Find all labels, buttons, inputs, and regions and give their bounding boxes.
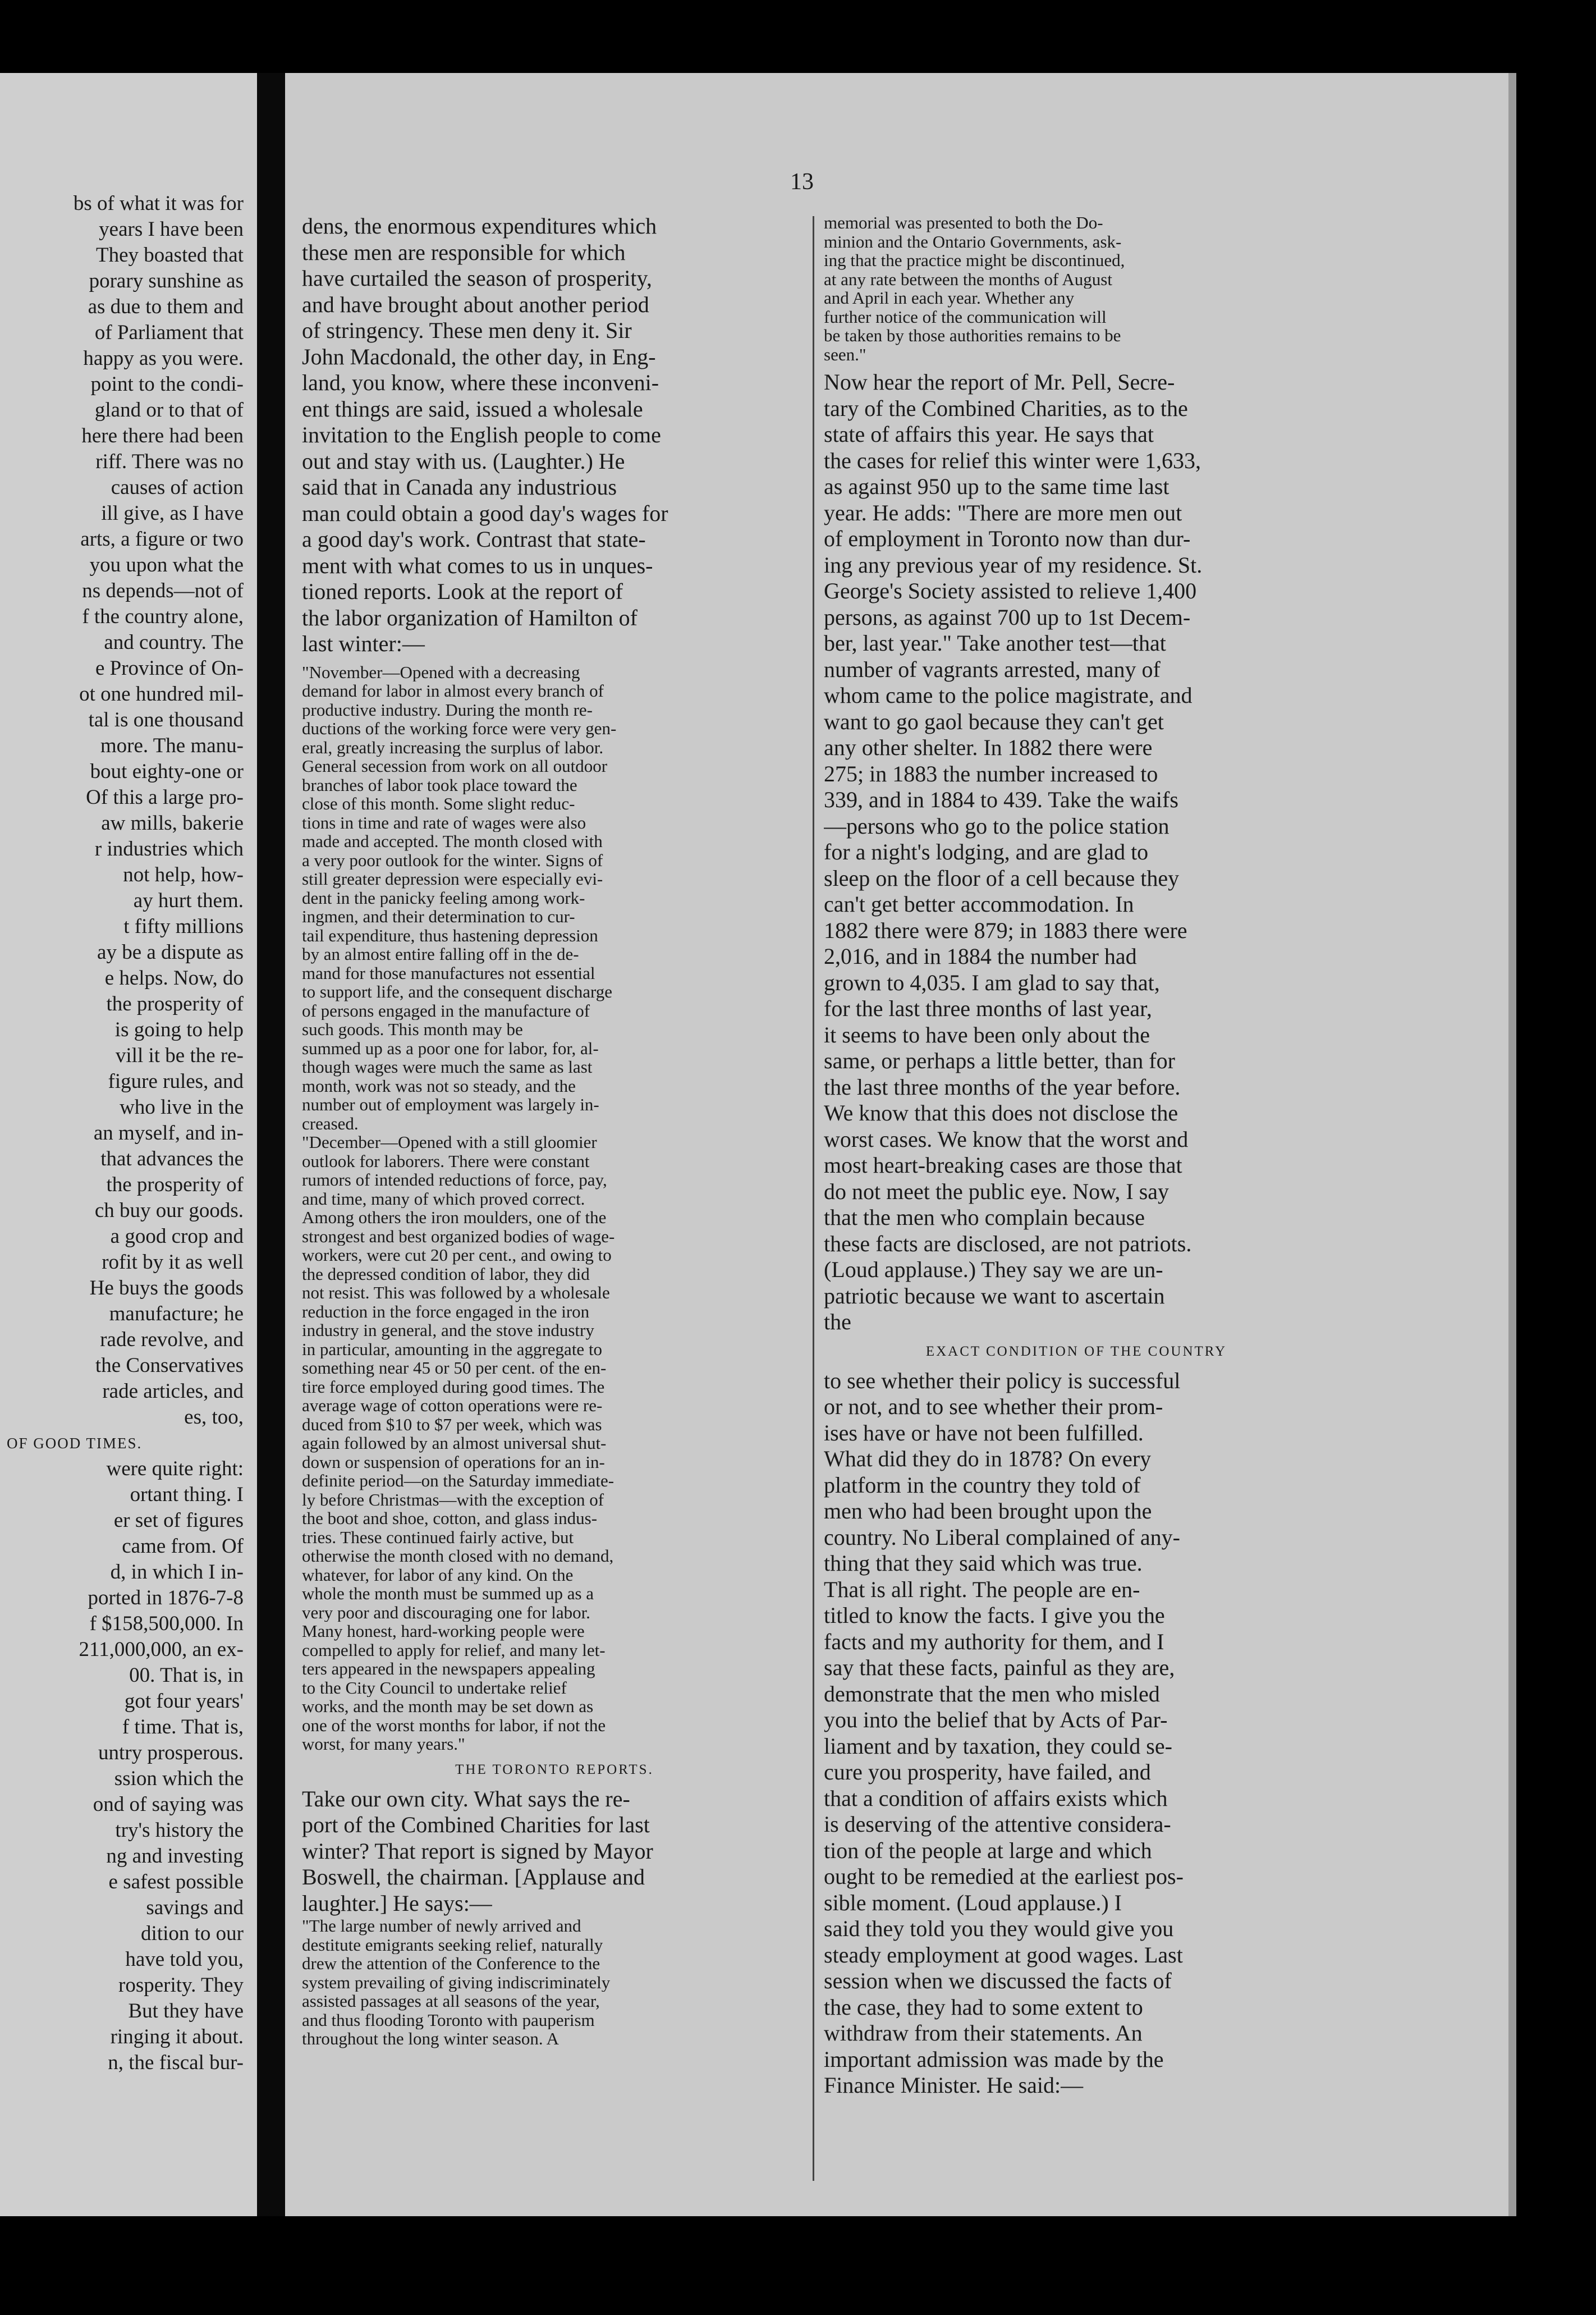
text-line: and have brought about another period	[302, 291, 649, 317]
text-line: George's Society assisted to relieve 1,400	[824, 578, 1197, 603]
text-line: "The large number of newly arrived and	[302, 1916, 581, 1936]
text-line: ment with what comes to us in unques-	[302, 552, 653, 578]
fragment-line: arts, a figure or two	[80, 528, 244, 551]
page-edge	[1508, 73, 1516, 2216]
text-line: or not, and to see whether their prom-	[824, 1394, 1163, 1419]
text-line: summed up as a poor one for labor, for, al-	[302, 1038, 599, 1058]
text-line: that a condition of affairs exists which	[824, 1785, 1168, 1811]
text-line: destitute emigrants seeking relief, naturally	[302, 1935, 603, 1954]
text-line: same, or perhaps a little better, than for	[824, 1048, 1175, 1073]
fragment-line: have told you,	[125, 1948, 244, 1971]
fragment-line: OF GOOD TIMES.	[7, 1435, 143, 1452]
fragment-line: causes of action	[111, 476, 244, 499]
text-line: workers, were cut 20 per cent., and owing to	[302, 1246, 612, 1265]
text-line: the case, they had to some extent to	[824, 1994, 1143, 2020]
text-line: General secession from work on all outdoor	[302, 757, 608, 776]
fragment-line: 211,000,000, an ex-	[79, 1638, 244, 1661]
text-line: ought to be remedied at the earliest pos-	[824, 1864, 1184, 1889]
fragment-line: ported in 1876-7-8	[88, 1586, 244, 1609]
text-line: grown to 4,035. I am glad to say that,	[824, 969, 1160, 995]
text-line: seen."	[824, 345, 866, 364]
text-line: most heart-breaking cases are those that	[824, 1152, 1182, 1178]
col1-body-2	[302, 1786, 807, 1917]
text-line: facts and my authority for them, and I	[824, 1628, 1164, 1654]
text-line: Now hear the report of Mr. Pell, Secre-	[824, 369, 1175, 395]
text-line: the	[824, 1309, 851, 1334]
text-line: last winter:—	[302, 631, 425, 656]
text-line: such goods. This month may be	[302, 1020, 523, 1039]
col1-labor-quote	[302, 663, 807, 1754]
text-line: important admission was made by the	[824, 2046, 1164, 2072]
fragment-line: untry prosperous.	[98, 1741, 244, 1764]
fragment-line: and country. The	[104, 631, 244, 654]
text-line: average wage of cotton operations were re-	[302, 1396, 603, 1415]
text-line: the depressed condition of labor, they did	[302, 1264, 590, 1283]
text-line: one of the worst months for labor, if not the	[302, 1715, 606, 1735]
text-line: month, work was not so steady, and the	[302, 1076, 576, 1095]
text-line: very poor and discouraging one for labor.	[302, 1603, 590, 1622]
adjacent-page-fragment	[0, 73, 257, 2216]
text-line: withdraw from their statements. An	[824, 2020, 1143, 2046]
fragment-line: t fifty millions	[123, 915, 244, 938]
fragment-line: as due to them and	[88, 295, 244, 318]
fragment-line: Of this a large pro-	[86, 786, 244, 809]
text-line: any other shelter. In 1882 there were	[824, 735, 1153, 760]
text-line: sible moment. (Loud applause.) I	[824, 1889, 1122, 1915]
text-line: man could obtain a good day's wages for	[302, 500, 668, 526]
text-line: to support life, and the consequent discharge	[302, 982, 612, 1001]
fragment-line: tal is one thousand	[88, 708, 244, 731]
text-line: number of vagrants arrested, many of	[824, 656, 1161, 682]
text-line: state of affairs this year. He says that	[824, 422, 1154, 447]
text-line: for the last three months of last year,	[824, 996, 1152, 1021]
text-line: cure you prosperity, have failed, and	[824, 1759, 1151, 1785]
text-line: it seems to have been only about the	[824, 1022, 1150, 1047]
text-line: We know that this does not disclose the	[824, 1100, 1178, 1126]
fragment-line: rade articles, and	[102, 1380, 244, 1403]
fragment-line: porary sunshine as	[89, 269, 244, 292]
text-line: invitation to the English people to come	[302, 422, 661, 447]
text-line: dent in the panicky feeling among work-	[302, 888, 585, 907]
text-line: by an almost entire falling off in the de-	[302, 945, 579, 964]
text-line: tions in time and rate of wages were also	[302, 813, 586, 832]
text-line: ductions of the working force were very gen-	[302, 719, 617, 738]
newspaper-page	[285, 73, 1508, 2216]
fragment-line: ot one hundred mil-	[79, 683, 244, 706]
col1-heading: THE TORONTO REPORTS.	[455, 1762, 654, 1777]
text-line: tioned reports. Look at the report of	[302, 579, 623, 604]
text-line: ises have or have not been fulfilled.	[824, 1420, 1144, 1445]
fragment-line: d, in which I in-	[110, 1561, 244, 1584]
text-line: the labor organization of Hamilton of	[302, 605, 638, 630]
fragment-line: rofit by it as well	[102, 1251, 244, 1274]
page-gutter	[257, 73, 285, 2216]
fragment-line: figure rules, and	[108, 1070, 244, 1093]
text-line: 1882 there were 879; in 1883 there were	[824, 917, 1187, 943]
fragment-line: But they have	[128, 2000, 244, 2023]
text-line: these facts are disclosed, are not patriots.	[824, 1230, 1192, 1256]
text-line: tion of the people at large and which	[824, 1837, 1152, 1863]
text-line: What did they do in 1878? On every	[824, 1446, 1152, 1471]
fragment-line: r industries which	[94, 838, 244, 861]
text-line: Take our own city. What says the re-	[302, 1786, 630, 1811]
text-line: "December—Opened with a still gloomier	[302, 1133, 597, 1152]
text-line: of stringency. These men deny it. Sir	[302, 318, 632, 343]
text-line: compelled to apply for relief, and many let-	[302, 1640, 606, 1659]
text-line: Boswell, the chairman. [Applause and	[302, 1864, 645, 1889]
text-line: be taken by those authorities remains to be	[824, 326, 1121, 345]
fragment-line: dition to our	[141, 1922, 244, 1945]
fragment-line: bout eighty-one or	[90, 760, 244, 783]
text-line: a good day's work. Contrast that state-	[302, 527, 646, 552]
fragment-line: happy as you were.	[83, 347, 244, 370]
fragment-line: bs of what it was for	[73, 192, 244, 215]
text-line: —persons who go to the police station	[824, 813, 1170, 839]
text-line: outlook for laborers. There were constant	[302, 1151, 590, 1170]
fragment-line: ay hurt them.	[133, 889, 244, 912]
fragment-line: the prosperity of	[106, 1173, 244, 1196]
text-line: tries. These continued fairly active, but	[302, 1527, 574, 1547]
text-line: creased.	[302, 1114, 359, 1133]
fragment-line: ringing it about.	[110, 2025, 244, 2048]
fragment-line: ns depends—not of	[82, 579, 244, 602]
text-line: that the men who complain because	[824, 1205, 1145, 1230]
text-line: do not meet the public eye. Now, I say	[824, 1178, 1170, 1204]
text-line: liament and by taxation, they could se-	[824, 1733, 1172, 1759]
text-line: titled to know the facts. I give you the	[824, 1603, 1165, 1628]
text-line: drew the attention of the Conference to the	[302, 1954, 600, 1973]
text-line: "November—Opened with a decreasing	[302, 662, 580, 681]
fragment-line: er set of figures	[113, 1509, 244, 1532]
text-line: productive industry. During the month re-	[302, 700, 593, 719]
fragment-line: ch buy our goods.	[94, 1199, 244, 1222]
text-line: steady employment at good wages. Last	[824, 1942, 1183, 1968]
text-line: further notice of the communication will	[824, 307, 1107, 326]
text-line: definite period—on the Saturday immediate-	[302, 1471, 614, 1490]
text-line: of employment in Toronto now than dur-	[824, 526, 1191, 551]
column-right	[824, 213, 1329, 2099]
text-line: ber, last year." Take another test—that	[824, 630, 1166, 656]
text-line: session when we discussed the facts of	[824, 1968, 1172, 1993]
text-line: 2,016, and in 1884 the number had	[824, 944, 1137, 969]
text-line: Among others the iron moulders, one of the	[302, 1208, 607, 1227]
text-line: ent things are said, issued a wholesale	[302, 396, 643, 422]
fragment-line: savings and	[146, 1896, 244, 1919]
text-line: dens, the enormous expenditures which	[302, 213, 657, 239]
fragment-line: came from. Of	[122, 1535, 244, 1558]
text-line: as against 950 up to the same time last	[824, 474, 1170, 499]
text-line: Finance Minister. He said:—	[824, 2072, 1084, 2098]
text-line: memorial was presented to both the Do-	[824, 213, 1103, 232]
text-line: still greater depression were especially evi-	[302, 870, 603, 889]
text-line: 339, and in 1884 to 439. Take the waifs	[824, 787, 1178, 812]
fragment-line: is going to help	[114, 1018, 244, 1041]
fragment-line: rosperity. They	[118, 1974, 244, 1997]
text-line: and April in each year. Whether any	[824, 289, 1075, 308]
fragment-line: ssion which the	[114, 1767, 244, 1790]
text-line: say that these facts, painful as they are,	[824, 1655, 1175, 1680]
text-line: thing that they said which was true.	[824, 1550, 1143, 1576]
text-line: winter? That report is signed by Mayor	[302, 1838, 653, 1864]
fragment-line: They boasted that	[95, 244, 244, 267]
fragment-line: manufacture; he	[109, 1302, 244, 1325]
text-line: out and stay with us. (Laughter.) He	[302, 448, 625, 474]
fragment-line: ay be a dispute as	[97, 941, 244, 964]
text-line: worst cases. We know that the worst and	[824, 1126, 1189, 1152]
col1-charities-quote	[302, 1916, 807, 2048]
text-line: works, and the month may be set down as	[302, 1697, 594, 1716]
text-line: branches of labor took place toward the	[302, 775, 577, 794]
text-line: minion and the Ontario Governments, ask-	[824, 232, 1122, 251]
column-left	[302, 213, 807, 2048]
text-line: (Loud applause.) They say we are un-	[824, 1257, 1163, 1282]
text-line: ingmen, and their determination to cur-	[302, 907, 575, 926]
text-line: whatever, for labor of any kind. On the	[302, 1565, 574, 1584]
text-line: number out of employment was largely in-	[302, 1095, 599, 1114]
fragment-line: ng and investing	[106, 1845, 244, 1868]
fragment-line: point to the condi-	[90, 373, 244, 396]
fragment-line: rade revolve, and	[100, 1328, 244, 1351]
text-line: men who had been brought upon the	[824, 1498, 1152, 1523]
text-line: duced from $10 to $7 per week, which was	[302, 1415, 602, 1434]
fragment-line: not help, how-	[123, 863, 244, 886]
text-line: otherwise the month closed with no demand,	[302, 1547, 614, 1566]
text-line: Many honest, hard-working people were	[302, 1622, 585, 1641]
text-line: whom came to the police magistrate, and	[824, 683, 1193, 708]
text-line: ly before Christmas—with the exception of	[302, 1490, 604, 1509]
text-line: you into the belief that by Acts of Par-	[824, 1707, 1168, 1732]
text-line: can't get better accommodation. In	[824, 891, 1134, 917]
fragment-line: riff. There was no	[95, 450, 244, 473]
text-line: in particular, amounting in the aggregate to	[302, 1339, 603, 1358]
text-line: have curtailed the season of prosperity,	[302, 266, 652, 291]
col2-body	[824, 369, 1329, 1335]
fragment-line: vill it be the re-	[115, 1044, 244, 1067]
fragment-line: a good crop and	[110, 1225, 244, 1248]
text-line: is deserving of the attentive considera-	[824, 1811, 1171, 1837]
page-number: 13	[790, 169, 814, 195]
text-line: demand for labor in almost every branch of	[302, 681, 604, 701]
fragment-line: e helps. Now, do	[104, 967, 244, 990]
column-divider	[813, 216, 814, 2181]
text-line: the cases for relief this winter were 1,633,	[824, 447, 1201, 473]
text-line: ters appeared in the newspapers appealing	[302, 1659, 595, 1678]
col2-body-2	[824, 1368, 1329, 2099]
text-line: port of the Combined Charities for last	[302, 1812, 650, 1837]
fragment-line: here there had been	[81, 424, 244, 447]
text-line: John Macdonald, the other day, in Eng-	[302, 344, 656, 369]
text-line: to the City Council to undertake relief	[302, 1678, 567, 1697]
fragment-line: of Parliament that	[94, 321, 244, 344]
text-line: a very poor outlook for the winter. Signs of	[302, 850, 603, 870]
fragment-line: aw mills, bakerie	[101, 812, 244, 835]
text-line: whole the month must be summed up as a	[302, 1584, 594, 1603]
fragment-line: n, the fiscal bur-	[108, 2051, 244, 2074]
text-line: throughout the long winter season. A	[302, 2029, 559, 2048]
text-line: for a night's lodging, and are glad to	[824, 839, 1149, 864]
fragment-line: es, too,	[184, 1406, 244, 1429]
col2-quote	[824, 213, 1329, 364]
fragment-line: try's history the	[115, 1819, 244, 1842]
text-line: the last three months of the year before.	[824, 1074, 1181, 1100]
text-line: reduction in the force engaged in the iron	[302, 1302, 590, 1321]
fragment-line: He buys the goods	[89, 1277, 244, 1300]
text-line: down or suspension of operations for an in-	[302, 1452, 605, 1471]
text-line: patriotic because we want to ascertain	[824, 1283, 1165, 1309]
text-line: though wages were much the same as last	[302, 1058, 593, 1077]
text-line: the boot and shoe, cotton, and glass indus-	[302, 1509, 598, 1528]
text-line: and thus flooding Toronto with pauperism	[302, 2010, 595, 2029]
fragment-line: f $158,500,000. In	[89, 1612, 244, 1635]
text-line: 275; in 1883 the number increased to	[824, 761, 1158, 786]
text-line: assisted passages at all seasons of the year,	[302, 1992, 600, 2011]
text-line: year. He adds: "There are more men out	[824, 500, 1182, 525]
text-line: strongest and best organized bodies of wage-	[302, 1227, 615, 1246]
fragment-line: ill give, as I have	[101, 502, 244, 525]
fragment-line: gland or to that of	[94, 399, 244, 422]
text-line: persons, as against 700 up to 1st Decem-	[824, 604, 1191, 630]
fragment-line: were quite right:	[106, 1457, 244, 1480]
text-line: said they told you they would give you	[824, 1916, 1174, 1941]
text-line: land, you know, where these inconveni-	[302, 370, 659, 395]
text-line: mand for those manufactures not essential	[302, 963, 595, 982]
fragment-line: e safest possible	[108, 1870, 244, 1893]
text-line: to see whether their policy is successful	[824, 1367, 1181, 1393]
text-line: something near 45 or 50 per cent. of the en-	[302, 1358, 607, 1378]
text-line: these men are responsible for which	[302, 239, 626, 265]
text-line: country. No Liberal complained of any-	[824, 1524, 1180, 1550]
text-line: sleep on the floor of a cell because they	[824, 865, 1180, 891]
text-line: and time, many of which proved correct.	[302, 1189, 585, 1208]
fragment-line: ond of saying was	[93, 1793, 244, 1816]
col2-heading: EXACT CONDITION OF THE COUNTRY	[925, 1343, 1227, 1359]
text-line: ing any previous year of my residence. St.	[824, 552, 1203, 578]
fragment-line: that advances the	[100, 1147, 244, 1170]
fragment-line: you upon what the	[89, 553, 244, 577]
col1-body	[302, 213, 807, 657]
fragment-line: got four years'	[124, 1690, 244, 1713]
fragment-line: more. The manu-	[100, 734, 244, 757]
text-line: ing that the practice might be discontinued,	[824, 251, 1125, 270]
fragment-line: f the country alone,	[82, 605, 244, 628]
fragment-line: an myself, and in-	[93, 1122, 244, 1145]
text-line: again followed by an almost universal shut-	[302, 1434, 607, 1453]
text-line: platform in the country they told of	[824, 1472, 1141, 1498]
fragment-line: the Conservatives	[95, 1354, 244, 1377]
text-line: demonstrate that the men who misled	[824, 1681, 1160, 1706]
fragment-line: who live in the	[120, 1096, 244, 1119]
fragment-line: ortant thing. I	[130, 1483, 244, 1506]
text-line: want to go gaol because they can't get	[824, 708, 1164, 734]
text-line: worst, for many years."	[302, 1735, 465, 1754]
fragment-line: the prosperity of	[106, 992, 244, 1015]
text-line: not resist. This was followed by a wholesale	[302, 1283, 610, 1302]
text-line: eral, greatly increasing the surplus of labor.	[302, 738, 604, 757]
fragment-line: years I have been	[99, 218, 244, 241]
text-line: industry in general, and the stove industry	[302, 1321, 594, 1340]
text-line: close of this month. Some slight reduc-	[302, 794, 575, 813]
text-line: tail expenditure, thus hastening depression	[302, 926, 598, 945]
text-line: system prevailing of giving indiscriminately	[302, 1973, 611, 1992]
text-line: said that in Canada any industrious	[302, 474, 617, 500]
text-line: laughter.] He says:—	[302, 1890, 492, 1916]
text-line: of persons engaged in the manufacture of	[302, 1001, 590, 1020]
fragment-line: f time. That is,	[122, 1715, 244, 1738]
text-line: That is all right. The people are en-	[824, 1576, 1140, 1602]
text-line: made and accepted. The month closed with	[302, 832, 603, 851]
text-line: tary of the Combined Charities, as to the	[824, 395, 1188, 421]
fragment-line: 00. That is, in	[129, 1664, 244, 1687]
fragment-line: e Province of On-	[95, 657, 244, 680]
text-line: rumors of intended reductions of force, pay,	[302, 1170, 607, 1189]
text-line: tire force employed during good times. The	[302, 1377, 605, 1396]
text-line: at any rate between the months of August	[824, 269, 1112, 289]
